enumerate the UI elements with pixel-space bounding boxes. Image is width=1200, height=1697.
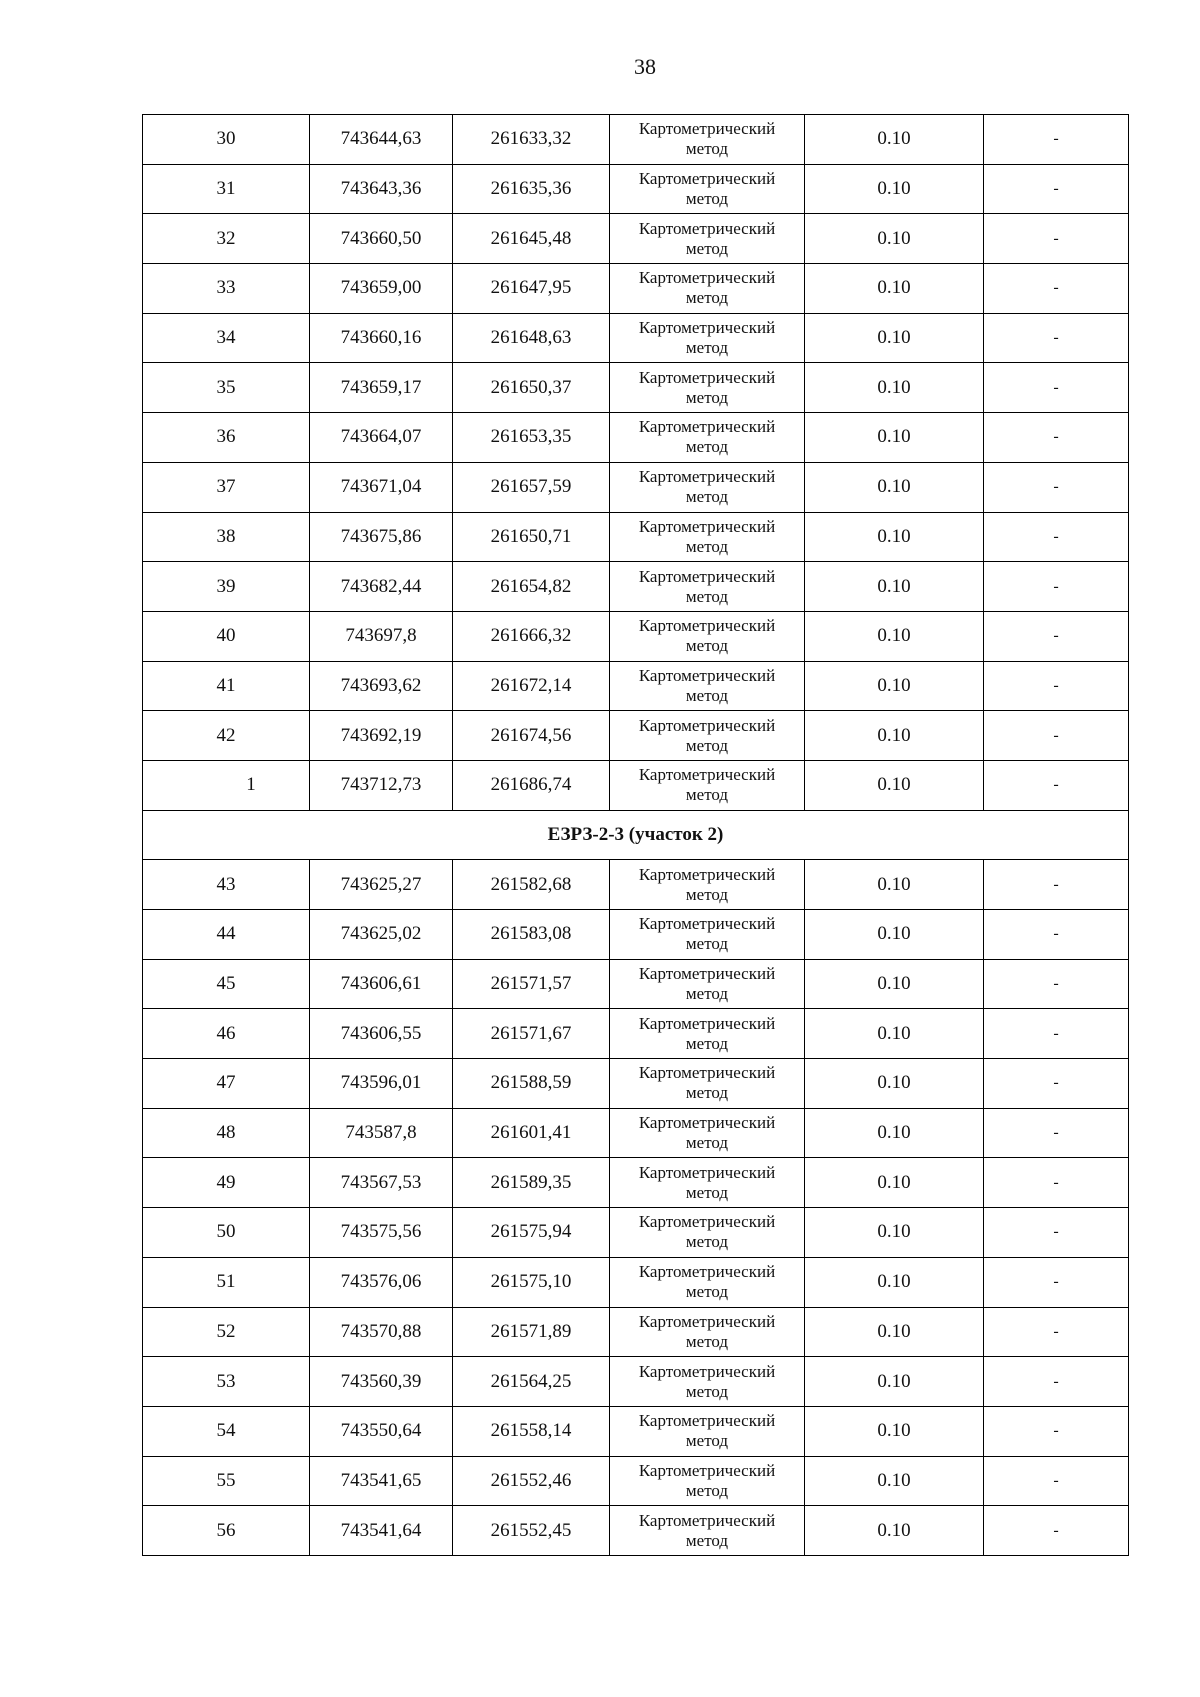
- x-coordinate-cell: 743682,44: [310, 562, 453, 612]
- note-cell: -: [984, 413, 1129, 463]
- accuracy-cell: 0.10: [805, 1456, 984, 1506]
- method-cell: [610, 611, 805, 661]
- note-cell: -: [984, 1059, 1129, 1109]
- note-cell: -: [984, 661, 1129, 711]
- page-number: 38: [634, 54, 656, 79]
- y-coordinate-cell: 261575,10: [453, 1257, 610, 1307]
- table-row: [143, 264, 1129, 314]
- point-number-cell: 37: [143, 462, 310, 512]
- table-row: [143, 413, 1129, 463]
- note-cell: -: [984, 1158, 1129, 1208]
- method-line-2: метод: [685, 735, 729, 755]
- accuracy-cell: 0.10: [805, 413, 984, 463]
- method-cell: [610, 1406, 805, 1456]
- x-coordinate-cell: 743606,55: [310, 1009, 453, 1059]
- method-line-2: метод: [685, 1232, 729, 1252]
- method-line-2: метод: [685, 1182, 729, 1202]
- point-number-cell: 51: [143, 1257, 310, 1307]
- y-coordinate-cell: 261583,08: [453, 910, 610, 960]
- y-coordinate-cell: 261648,63: [453, 313, 610, 363]
- point-number-cell: 45: [143, 959, 310, 1009]
- method-line-2: метод: [685, 288, 729, 308]
- y-coordinate-cell: 261653,35: [453, 413, 610, 463]
- method-line-1: Картометрический: [638, 715, 776, 735]
- method-line-1: Картометрический: [638, 964, 776, 984]
- note-cell: -: [984, 264, 1129, 314]
- table-row: [143, 1208, 1129, 1258]
- x-coordinate-cell: 743596,01: [310, 1059, 453, 1109]
- table-row: [143, 512, 1129, 562]
- method-line-1: Картометрический: [638, 1361, 776, 1381]
- method-line-2: метод: [685, 785, 729, 805]
- method-cell: [610, 711, 805, 761]
- note-cell: -: [984, 711, 1129, 761]
- method-cell: [610, 1307, 805, 1357]
- method-line-1: Картометрический: [638, 566, 776, 586]
- method-cell: [610, 363, 805, 413]
- point-number-cell: 53: [143, 1357, 310, 1407]
- accuracy-cell: 0.10: [805, 462, 984, 512]
- accuracy-cell: 0.10: [805, 959, 984, 1009]
- x-coordinate-cell: 743660,16: [310, 313, 453, 363]
- table-row: [143, 1307, 1129, 1357]
- y-coordinate-cell: 261633,32: [453, 115, 610, 165]
- y-coordinate-cell: 261552,46: [453, 1456, 610, 1506]
- y-coordinate-cell: 261589,35: [453, 1158, 610, 1208]
- point-number-cell: 49: [143, 1158, 310, 1208]
- accuracy-cell: 0.10: [805, 1406, 984, 1456]
- method-cell: [610, 1257, 805, 1307]
- y-coordinate-cell: 261571,89: [453, 1307, 610, 1357]
- table-row: [143, 1108, 1129, 1158]
- x-coordinate-cell: 743692,19: [310, 711, 453, 761]
- y-coordinate-cell: 261571,67: [453, 1009, 610, 1059]
- x-coordinate-cell: 743575,56: [310, 1208, 453, 1258]
- method-cell: [610, 413, 805, 463]
- note-cell: -: [984, 1406, 1129, 1456]
- accuracy-cell: 0.10: [805, 214, 984, 264]
- x-coordinate-cell: 743697,8: [310, 611, 453, 661]
- method-line-1: Картометрический: [638, 218, 776, 238]
- note-cell: -: [984, 1357, 1129, 1407]
- method-line-1: Картометрический: [638, 268, 776, 288]
- method-cell: [610, 115, 805, 165]
- table-row: [143, 363, 1129, 413]
- table-row: [143, 661, 1129, 711]
- method-line-1: Картометрический: [638, 169, 776, 189]
- method-cell: [610, 760, 805, 810]
- y-coordinate-cell: 261558,14: [453, 1406, 610, 1456]
- section-row: [143, 810, 1129, 860]
- y-coordinate-cell: 261686,74: [453, 760, 610, 810]
- coordinates-table: [142, 114, 1129, 1556]
- method-line-1: Картометрический: [638, 765, 776, 785]
- method-line-2: метод: [685, 487, 729, 507]
- accuracy-cell: 0.10: [805, 1357, 984, 1407]
- y-coordinate-cell: 261650,37: [453, 363, 610, 413]
- note-cell: -: [984, 1307, 1129, 1357]
- table-row: [143, 214, 1129, 264]
- method-line-2: метод: [685, 984, 729, 1004]
- method-line-1: Картометрический: [638, 616, 776, 636]
- method-line-2: метод: [685, 1381, 729, 1401]
- table-row: [143, 910, 1129, 960]
- method-line-1: Картометрический: [638, 1510, 776, 1530]
- y-coordinate-cell: 261647,95: [453, 264, 610, 314]
- accuracy-cell: 0.10: [805, 1307, 984, 1357]
- table-row: [143, 115, 1129, 165]
- accuracy-cell: 0.10: [805, 611, 984, 661]
- point-number-cell: 46: [143, 1009, 310, 1059]
- table-row: [143, 313, 1129, 363]
- table-row: [143, 959, 1129, 1009]
- x-coordinate-cell: 743576,06: [310, 1257, 453, 1307]
- method-cell: [610, 462, 805, 512]
- method-cell: [610, 164, 805, 214]
- accuracy-cell: 0.10: [805, 860, 984, 910]
- method-cell: [610, 1108, 805, 1158]
- note-cell: -: [984, 164, 1129, 214]
- point-number-cell: 33: [143, 264, 310, 314]
- y-coordinate-cell: 261564,25: [453, 1357, 610, 1407]
- method-line-1: Картометрический: [638, 1311, 776, 1331]
- x-coordinate-cell: 743625,27: [310, 860, 453, 910]
- method-cell: [610, 562, 805, 612]
- accuracy-cell: 0.10: [805, 512, 984, 562]
- note-cell: -: [984, 115, 1129, 165]
- y-coordinate-cell: 261654,82: [453, 562, 610, 612]
- y-coordinate-cell: 261575,94: [453, 1208, 610, 1258]
- note-cell: -: [984, 214, 1129, 264]
- point-number-cell: 54: [143, 1406, 310, 1456]
- method-line-1: Картометрический: [638, 864, 776, 884]
- method-line-1: Картометрический: [638, 417, 776, 437]
- point-number-cell: 41: [143, 661, 310, 711]
- method-cell: [610, 1009, 805, 1059]
- point-number-cell: 43: [143, 860, 310, 910]
- method-line-2: метод: [685, 1530, 729, 1550]
- method-cell: [610, 264, 805, 314]
- table-row: [143, 1357, 1129, 1407]
- note-cell: -: [984, 1108, 1129, 1158]
- y-coordinate-cell: 261657,59: [453, 462, 610, 512]
- x-coordinate-cell: 743570,88: [310, 1307, 453, 1357]
- method-line-2: метод: [685, 139, 729, 159]
- method-cell: [610, 1208, 805, 1258]
- point-number-cell: 38: [143, 512, 310, 562]
- method-line-1: Картометрический: [638, 1262, 776, 1282]
- y-coordinate-cell: 261601,41: [453, 1108, 610, 1158]
- method-line-2: метод: [685, 387, 729, 407]
- coordinates-table-body: [143, 115, 1129, 1556]
- accuracy-cell: 0.10: [805, 760, 984, 810]
- method-cell: [610, 1357, 805, 1407]
- table-row: [143, 562, 1129, 612]
- method-cell: [610, 1506, 805, 1556]
- table-row: [143, 164, 1129, 214]
- table-row: [143, 1406, 1129, 1456]
- method-line-1: Картометрический: [638, 665, 776, 685]
- method-line-1: Картометрический: [638, 1460, 776, 1480]
- y-coordinate-cell: 261571,57: [453, 959, 610, 1009]
- method-line-2: метод: [685, 685, 729, 705]
- method-line-1: Картометрический: [638, 467, 776, 487]
- accuracy-cell: 0.10: [805, 1208, 984, 1258]
- y-coordinate-cell: 261582,68: [453, 860, 610, 910]
- table-row: [143, 1158, 1129, 1208]
- method-cell: [610, 661, 805, 711]
- note-cell: -: [984, 959, 1129, 1009]
- accuracy-cell: 0.10: [805, 661, 984, 711]
- x-coordinate-cell: 743693,62: [310, 661, 453, 711]
- point-number-cell: 31: [143, 164, 310, 214]
- accuracy-cell: 0.10: [805, 313, 984, 363]
- method-cell: [610, 313, 805, 363]
- accuracy-cell: 0.10: [805, 264, 984, 314]
- method-cell: [610, 214, 805, 264]
- method-line-2: метод: [685, 189, 729, 209]
- point-number-cell: 34: [143, 313, 310, 363]
- note-cell: -: [984, 1009, 1129, 1059]
- accuracy-cell: 0.10: [805, 711, 984, 761]
- point-number-cell: 55: [143, 1456, 310, 1506]
- method-cell: [610, 959, 805, 1009]
- note-cell: -: [984, 860, 1129, 910]
- point-number-cell: 47: [143, 1059, 310, 1109]
- x-coordinate-cell: 743567,53: [310, 1158, 453, 1208]
- method-line-1: Картометрический: [638, 119, 776, 139]
- x-coordinate-cell: 743560,39: [310, 1357, 453, 1407]
- x-coordinate-cell: 743643,36: [310, 164, 453, 214]
- method-line-1: Картометрический: [638, 1162, 776, 1182]
- point-number-cell: 35: [143, 363, 310, 413]
- method-line-1: Картометрический: [638, 516, 776, 536]
- y-coordinate-cell: 261672,14: [453, 661, 610, 711]
- method-line-2: метод: [685, 437, 729, 457]
- table-row: [143, 1257, 1129, 1307]
- table-row: [143, 1009, 1129, 1059]
- note-cell: -: [984, 1208, 1129, 1258]
- note-cell: -: [984, 363, 1129, 413]
- point-number-cell: 50: [143, 1208, 310, 1258]
- accuracy-cell: 0.10: [805, 115, 984, 165]
- method-line-2: метод: [685, 636, 729, 656]
- table-row: [143, 860, 1129, 910]
- method-line-1: Картометрический: [638, 1411, 776, 1431]
- accuracy-cell: 0.10: [805, 1009, 984, 1059]
- method-line-2: метод: [685, 1282, 729, 1302]
- accuracy-cell: 0.10: [805, 1108, 984, 1158]
- method-line-2: метод: [685, 884, 729, 904]
- method-line-2: метод: [685, 934, 729, 954]
- table-row: [143, 711, 1129, 761]
- x-coordinate-cell: 743671,04: [310, 462, 453, 512]
- method-line-2: метод: [685, 1033, 729, 1053]
- table-row: [143, 462, 1129, 512]
- y-coordinate-cell: 261666,32: [453, 611, 610, 661]
- accuracy-cell: 0.10: [805, 164, 984, 214]
- x-coordinate-cell: 743664,07: [310, 413, 453, 463]
- x-coordinate-cell: 743659,00: [310, 264, 453, 314]
- point-number-cell: 44: [143, 910, 310, 960]
- accuracy-cell: 0.10: [805, 562, 984, 612]
- x-coordinate-cell: 743587,8: [310, 1108, 453, 1158]
- method-cell: [610, 910, 805, 960]
- method-line-2: метод: [685, 338, 729, 358]
- y-coordinate-cell: 261588,59: [453, 1059, 610, 1109]
- y-coordinate-cell: 261674,56: [453, 711, 610, 761]
- x-coordinate-cell: 743550,64: [310, 1406, 453, 1456]
- x-coordinate-cell: 743644,63: [310, 115, 453, 165]
- point-number-cell: 48: [143, 1108, 310, 1158]
- method-line-1: Картометрический: [638, 1013, 776, 1033]
- note-cell: -: [984, 1506, 1129, 1556]
- method-line-1: Картометрический: [638, 318, 776, 338]
- accuracy-cell: 0.10: [805, 1059, 984, 1109]
- table-row: [143, 1059, 1129, 1109]
- x-coordinate-cell: 743541,64: [310, 1506, 453, 1556]
- y-coordinate-cell: 261552,45: [453, 1506, 610, 1556]
- x-coordinate-cell: 743712,73: [310, 760, 453, 810]
- method-line-2: метод: [685, 1133, 729, 1153]
- x-coordinate-cell: 743660,50: [310, 214, 453, 264]
- note-cell: -: [984, 313, 1129, 363]
- y-coordinate-cell: 261650,71: [453, 512, 610, 562]
- accuracy-cell: 0.10: [805, 1506, 984, 1556]
- note-cell: -: [984, 462, 1129, 512]
- note-cell: -: [984, 1456, 1129, 1506]
- method-line-2: метод: [685, 536, 729, 556]
- accuracy-cell: 0.10: [805, 363, 984, 413]
- note-cell: -: [984, 512, 1129, 562]
- note-cell: -: [984, 562, 1129, 612]
- accuracy-cell: 0.10: [805, 1257, 984, 1307]
- method-line-1: Картометрический: [638, 1063, 776, 1083]
- method-line-1: Картометрический: [638, 367, 776, 387]
- table-row: [143, 611, 1129, 661]
- point-number-cell: 52: [143, 1307, 310, 1357]
- method-line-2: метод: [685, 1431, 729, 1451]
- note-cell: -: [984, 1257, 1129, 1307]
- point-number-cell: 56: [143, 1506, 310, 1556]
- method-line-2: метод: [685, 1083, 729, 1103]
- method-cell: [610, 512, 805, 562]
- point-number-cell: 36: [143, 413, 310, 463]
- method-cell: [610, 860, 805, 910]
- note-cell: -: [984, 910, 1129, 960]
- method-line-2: метод: [685, 1480, 729, 1500]
- table-row: [143, 1506, 1129, 1556]
- method-line-2: метод: [685, 1331, 729, 1351]
- note-cell: -: [984, 760, 1129, 810]
- point-number-cell: 40: [143, 611, 310, 661]
- point-number-cell: 32: [143, 214, 310, 264]
- point-number-cell: 1: [143, 760, 310, 810]
- y-coordinate-cell: 261645,48: [453, 214, 610, 264]
- x-coordinate-cell: 743659,17: [310, 363, 453, 413]
- method-line-2: метод: [685, 238, 729, 258]
- method-cell: [610, 1059, 805, 1109]
- y-coordinate-cell: 261635,36: [453, 164, 610, 214]
- note-cell: -: [984, 611, 1129, 661]
- accuracy-cell: 0.10: [805, 1158, 984, 1208]
- x-coordinate-cell: 743541,65: [310, 1456, 453, 1506]
- method-cell: [610, 1158, 805, 1208]
- x-coordinate-cell: 743606,61: [310, 959, 453, 1009]
- method-line-1: Картометрический: [638, 1113, 776, 1133]
- section-title: ЕЗРЗ-2-3 (участок 2): [143, 810, 1129, 860]
- point-number-cell: 30: [143, 115, 310, 165]
- method-line-2: метод: [685, 586, 729, 606]
- table-row: [143, 760, 1129, 810]
- point-number-cell: 42: [143, 711, 310, 761]
- method-line-1: Картометрический: [638, 914, 776, 934]
- x-coordinate-cell: 743625,02: [310, 910, 453, 960]
- method-line-1: Картометрический: [638, 1212, 776, 1232]
- x-coordinate-cell: 743675,86: [310, 512, 453, 562]
- method-cell: [610, 1456, 805, 1506]
- point-number-cell: 39: [143, 562, 310, 612]
- table-row: [143, 1456, 1129, 1506]
- accuracy-cell: 0.10: [805, 910, 984, 960]
